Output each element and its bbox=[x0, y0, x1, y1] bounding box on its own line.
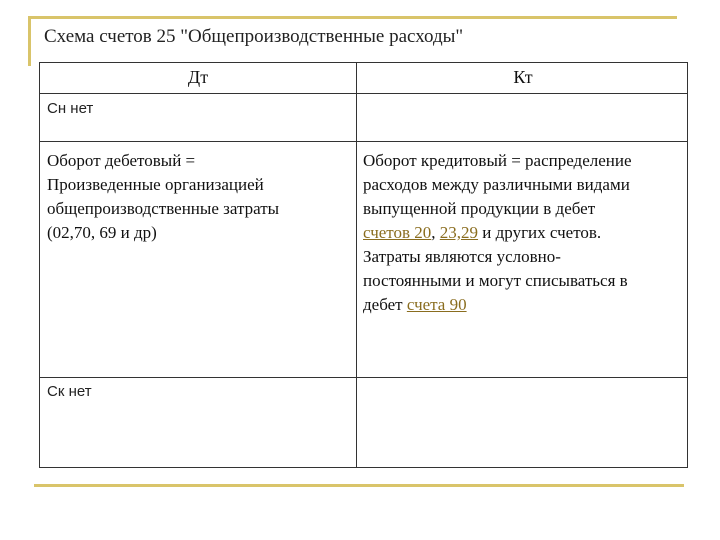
decorative-bottom-line bbox=[34, 484, 684, 487]
debit-column-header: Дт bbox=[187, 67, 209, 87]
opening-balance-label: Сн нет bbox=[47, 100, 94, 117]
slide-title: Схема счетов 25 "Общепроизводственные расходы" bbox=[44, 26, 464, 47]
credit-column-header: Кт bbox=[513, 67, 533, 87]
credit-turnover-line: постоянными и могут списываться в bbox=[363, 271, 628, 290]
t-account-table bbox=[39, 62, 688, 468]
closing-balance-label: Ск нет bbox=[47, 383, 92, 400]
decorative-top-line bbox=[28, 16, 677, 19]
credit-turnover-line: расходов между различными видами bbox=[363, 175, 630, 194]
link-accounts-23-29[interactable]: 23,29 bbox=[439, 223, 479, 242]
debit-turnover-line: (02,70, 69 и др) bbox=[47, 223, 157, 242]
debit-turnover-text bbox=[47, 149, 347, 245]
link-accounts-20[interactable]: счетов 20 bbox=[363, 223, 432, 242]
link-account-90[interactable]: счета 90 bbox=[406, 295, 467, 314]
table-opening-divider bbox=[40, 141, 687, 142]
credit-turnover-line-rest: и других счетов. bbox=[478, 223, 602, 242]
debit-turnover-line: общепроизводственные затраты bbox=[47, 199, 280, 218]
debit-turnover-line: Оборот дебетовый = bbox=[47, 151, 196, 170]
credit-turnover-line: Оборот кредитовый = распределение bbox=[363, 151, 632, 170]
credit-turnover-line bbox=[363, 293, 685, 317]
table-header-divider bbox=[40, 93, 687, 94]
table-center-divider bbox=[356, 63, 357, 467]
credit-turnover-text bbox=[363, 149, 685, 317]
credit-turnover-prefix: дебет bbox=[363, 295, 407, 314]
credit-turnover-line: выпущенной продукции в дебет bbox=[363, 199, 596, 218]
link-separator: , bbox=[431, 223, 440, 242]
decorative-vertical-line bbox=[28, 16, 31, 66]
credit-turnover-line bbox=[363, 221, 685, 245]
credit-turnover-line: Затраты являются условно- bbox=[363, 247, 561, 266]
table-closing-divider bbox=[40, 377, 687, 378]
debit-turnover-line: Произведенные организацией bbox=[47, 175, 264, 194]
